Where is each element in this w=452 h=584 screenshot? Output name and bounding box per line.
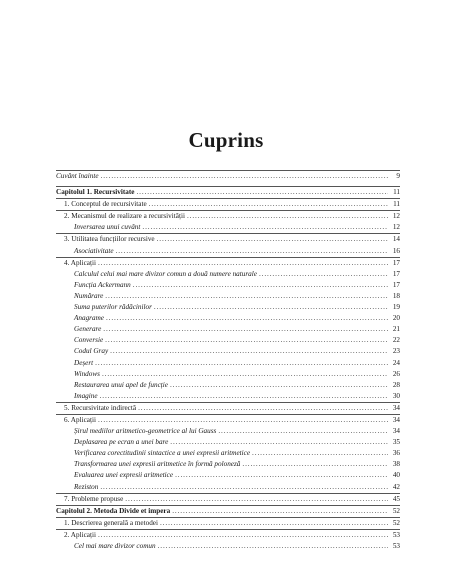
dot-leader [160, 518, 388, 529]
toc-entry-label: Calculul celui mai mare divizor comun a două numere naturale [74, 269, 257, 278]
toc-entry[interactable] [56, 541, 400, 552]
toc-entry-label: Imagine [74, 391, 98, 400]
dot-leader [95, 358, 388, 369]
toc-entry-label: 4. Aplicații [64, 258, 96, 267]
toc-entry[interactable] [56, 380, 400, 391]
toc-entry-label: Conversie [74, 336, 104, 345]
toc-entry-label: 2. Aplicații [64, 530, 96, 539]
toc-entry-label: Anagrame [74, 314, 104, 323]
toc-entry-label: Transformarea unei expresii aritmetice în formă poloneză [74, 460, 241, 469]
dot-leader [116, 246, 388, 257]
toc-entry[interactable] [56, 448, 400, 459]
dot-leader [105, 291, 388, 302]
toc-entry-label: Capitolul 1. Recursivitate [56, 188, 135, 197]
toc-entry[interactable] [56, 437, 400, 448]
dot-leader [252, 448, 388, 459]
toc-entry-label: Verificarea corectitudinii sintactice a unei expresii aritmetice [74, 449, 251, 458]
toc-entry-label: Deplasarea pe ecran a unei bare [74, 438, 169, 447]
dot-leader [157, 234, 388, 245]
toc-entry[interactable] [56, 302, 400, 313]
dot-leader [125, 494, 388, 505]
dot-leader [103, 324, 388, 335]
dot-leader [175, 470, 388, 481]
toc-entry-page-number: 34 [392, 415, 400, 424]
toc-entry[interactable] [56, 198, 400, 210]
toc-entry-label: Capitolul 2. Metoda Divide et impera [56, 506, 171, 515]
toc-entry[interactable] [56, 346, 400, 357]
dot-leader [136, 187, 388, 198]
toc-entry-page-number: 36 [392, 449, 400, 458]
toc-entry[interactable] [56, 529, 400, 541]
toc-entry[interactable] [56, 280, 400, 291]
toc-entry[interactable] [56, 505, 400, 517]
toc-entry[interactable] [56, 517, 400, 529]
toc-entry[interactable] [56, 233, 400, 245]
dot-leader [259, 269, 388, 280]
dot-leader [149, 199, 388, 210]
toc-entry[interactable] [56, 210, 400, 222]
toc-entry[interactable] [56, 269, 400, 280]
dot-leader [106, 313, 388, 324]
toc-entry-label: Inversarea unui cuvânt [74, 223, 141, 232]
toc-entry-label: Restaurarea unui apel de funcție [74, 380, 168, 389]
toc-entry-label: Suma puterilor rădăcinilor [74, 303, 152, 312]
toc-entry-page-number: 34 [392, 403, 400, 412]
toc-entry-page-number: 22 [392, 336, 400, 345]
toc-entry-page-number: 11 [393, 188, 400, 197]
toc-entry[interactable] [56, 426, 400, 437]
toc-entry-label: 7. Probleme propuse [64, 494, 124, 503]
toc-entry-page-number: 16 [392, 246, 400, 255]
toc-entry-page-number: 19 [392, 303, 400, 312]
toc-entry-page-number: 9 [396, 172, 400, 180]
toc-entry-page-number: 35 [392, 438, 400, 447]
toc-entry-label: 1. Descrierea generală a metodei [64, 518, 158, 527]
toc-entry-page-number: 26 [392, 369, 400, 378]
toc-entry-page-number: 53 [392, 542, 400, 550]
toc-entry-page-number: 17 [392, 269, 400, 278]
toc-entry-page-number: 38 [392, 460, 400, 469]
dot-leader [110, 346, 388, 357]
dot-leader [158, 541, 388, 552]
toc-entry-label: 3. Utilitatea funcțiilor recursive [64, 235, 155, 244]
toc-entry[interactable] [56, 414, 400, 426]
toc-entry-label: Funcția Ackermann [74, 280, 131, 289]
toc-entry-label: Generare [74, 325, 102, 334]
toc-entry-label: Cel mai mare divizor comun [74, 542, 156, 550]
toc-entry-label: Codul Gray [74, 347, 109, 356]
toc-entry-page-number: 53 [392, 530, 400, 539]
toc-entry-label: Numărare [74, 291, 104, 300]
toc-entry[interactable] [56, 482, 400, 493]
dot-leader [187, 211, 388, 222]
dot-leader [102, 369, 388, 380]
dot-leader [101, 171, 388, 182]
dot-leader [100, 482, 388, 493]
dot-leader [98, 530, 388, 541]
toc-entry[interactable] [56, 257, 400, 269]
toc-entry-label: Asociativitate [74, 246, 114, 255]
toc-entry-label: Reziston [74, 482, 99, 491]
toc-entry-page-number: 12 [392, 223, 400, 232]
toc-entry-page-number: 34 [392, 427, 400, 436]
dot-leader [170, 437, 388, 448]
toc-entry[interactable] [56, 291, 400, 302]
dot-leader [142, 222, 388, 233]
toc-entry-page-number: 28 [392, 380, 400, 389]
toc-entry-page-number: 52 [392, 518, 400, 527]
toc-entry[interactable] [56, 335, 400, 346]
toc-entry-page-number: 17 [392, 258, 400, 267]
toc-entry-label: 1. Conceptul de recursivitate [64, 200, 147, 209]
toc-entry-label: 2. Mecanismul de realizare a recursivității [64, 212, 185, 221]
toc-entry[interactable] [56, 246, 400, 257]
toc-entry[interactable] [56, 222, 400, 233]
dot-leader [242, 459, 388, 470]
toc-entry[interactable] [56, 324, 400, 335]
toc-entry-label: Windows [74, 369, 100, 378]
dot-leader [133, 280, 388, 291]
dot-leader [138, 403, 388, 414]
toc-entry-page-number: 45 [392, 494, 400, 503]
toc-entry-label: 5. Recursivitate indirectă [64, 403, 137, 412]
toc-entry[interactable] [56, 369, 400, 380]
dot-leader [98, 415, 388, 426]
toc-entry[interactable] [56, 313, 400, 324]
toc-entry-page-number: 42 [392, 482, 400, 491]
toc-entry-label: Șirul mediilor aritmetico-geometrice al lui Gauss [74, 427, 217, 436]
toc-entry[interactable] [56, 402, 400, 414]
toc-entry[interactable] [56, 358, 400, 369]
dot-leader [154, 302, 388, 313]
toc-entry-page-number: 30 [392, 391, 400, 400]
dot-leader [218, 426, 388, 437]
toc-entry-page-number: 23 [392, 347, 400, 356]
dot-leader [170, 380, 388, 391]
toc-entry[interactable] [56, 170, 400, 182]
toc-entry-page-number: 17 [392, 280, 400, 289]
toc-entry-page-number: 14 [392, 235, 400, 244]
toc-entry-page-number: 21 [392, 325, 400, 334]
dot-leader [100, 391, 388, 402]
toc-entry-page-number: 52 [392, 506, 400, 515]
toc-entry-label: 6. Aplicații [64, 415, 96, 424]
toc-entry[interactable] [56, 186, 400, 198]
toc-entry[interactable] [56, 391, 400, 402]
toc-entry-page-number: 20 [392, 314, 400, 323]
toc-entry-label: Evaluarea unei expresii aritmetice [74, 471, 174, 480]
toc-entry[interactable] [56, 459, 400, 470]
toc-entry-page-number: 12 [392, 212, 400, 221]
dot-leader [105, 335, 388, 346]
toc-entry-label: Cuvânt înainte [56, 172, 99, 180]
table-of-contents [56, 170, 400, 552]
page-title: Cuprins [188, 128, 264, 152]
dot-leader [172, 506, 388, 517]
toc-entry-label: Deșert [74, 358, 94, 367]
toc-entry[interactable] [56, 493, 400, 505]
toc-entry-page-number: 11 [393, 200, 400, 209]
toc-entry-page-number: 40 [392, 471, 400, 480]
toc-entry[interactable] [56, 470, 400, 481]
dot-leader [98, 258, 388, 269]
toc-entry-page-number: 24 [392, 358, 400, 367]
toc-entry-page-number: 18 [392, 291, 400, 300]
